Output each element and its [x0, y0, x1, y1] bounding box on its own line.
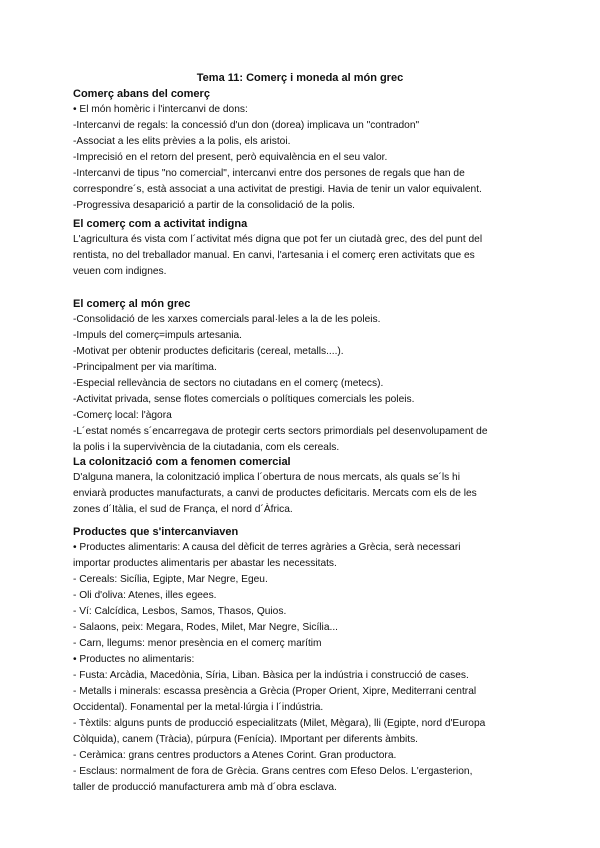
section-heading: La colonització com a fenomen comercial — [73, 456, 291, 468]
text-line: la polis i la supervivència de la ciutadania, com els cereals. — [73, 442, 340, 453]
text-line: - Ceràmica: grans centres productors a Atenes Corint. Gran productora. — [73, 750, 397, 761]
text-line: - Tèxtils: alguns punts de producció especialitzats (Milet, Mègara), lli (Egipte, nord d'Europa — [73, 718, 486, 729]
text-line: - Salaons, peix: Megara, Rodes, Milet, Mar Negre, Sicília... — [73, 622, 338, 633]
section-heading: Productes que s'intercanviaven — [73, 526, 239, 538]
section-colonization — [73, 454, 533, 518]
text-line: zones d´Itàlia, el sud de França, el nord d´Àfrica. — [73, 504, 293, 515]
text-line: -Progressiva desaparició a partir de la consolidació de la polis. — [73, 200, 356, 211]
text-line: - Carn, llegums: menor presència en el comerç marítim — [73, 638, 322, 649]
text-line: -Associat a les elits prèvies a la polis, els aristoi. — [73, 136, 291, 147]
text-line: -Impuls del comerç=impuls artesania. — [73, 330, 243, 341]
section-heading: El comerç al món grec — [73, 298, 191, 310]
text-line: • Productes no alimentaris: — [73, 654, 195, 665]
text-line: • El món homèric i l'intercanvi de dons: — [73, 104, 248, 115]
text-line: veuen com indignes. — [73, 266, 167, 277]
text-line: -Motivat per obtenir productes deficitaris (cereal, metalls....). — [73, 346, 344, 357]
text-line: importar productes alimentaris per abastar les necessitats. — [73, 558, 337, 569]
text-line: - Esclaus: normalment de fora de Grècia. Grans centres com Efeso Delos. L'ergasterion, — [73, 766, 473, 777]
text-line: -Intercanvi de tipus "no comercial", intercanvi entre dos persones de regals que han de — [73, 168, 465, 179]
text-line: taller de producció manufacturera amb mà d´obra esclava. — [73, 782, 337, 793]
text-line: -Imprecisió en el retorn del present, però equivalència en el seu valor. — [73, 152, 388, 163]
text-line: -Consolidació de les xarxes comercials paral·leles a la de les poleis. — [73, 314, 381, 325]
text-line: correspondre´s, està associat a una activitat de prestigi. Havia de tenir un valor equivalent. — [73, 184, 482, 195]
text-line: Occidental). Fonamental per la metal·lúrgia i l´indústria. — [73, 702, 324, 713]
text-line: rentista, no del treballador manual. En canvi, l'artesania i el comerç eren activitats que es — [73, 250, 475, 261]
text-line: D'alguna manera, la colonització implica l´obertura de nous mercats, als quals se´ls hi — [73, 472, 460, 483]
text-line: • Productes alimentaris: A causa del dèficit de terres agràries a Grècia, serà necessari — [73, 542, 461, 553]
text-line: -Especial rellevància de sectors no ciutadans en el comerç (metecs). — [73, 378, 384, 389]
text-line: -Principalment per via marítima. — [73, 362, 217, 373]
section-commerce-greek-world — [73, 296, 533, 456]
text-line: Còlquida), canem (Tràcia), púrpura (Fenícia). IMportant per diferents àmbits. — [73, 734, 419, 745]
text-line: - Metalls i minerals: escassa presència a Grècia (Proper Orient, Xipre, Mediterrani central — [73, 686, 477, 697]
text-line: -Intercanvi de regals: la concessió d'un don (dorea) implicava un "contradon" — [73, 120, 420, 131]
text-line: enviarà productes manufacturats, a canvi de productes deficitaris. Mercats com els de les — [73, 488, 477, 499]
document-title: Tema 11: Comerç i moneda al món grec — [196, 72, 404, 84]
text-line: - Fusta: Arcàdia, Macedònia, Síria, Liban. Bàsica per la indústria i construcció de cases. — [73, 670, 469, 681]
section-commerce-unworthy-activity — [73, 216, 533, 280]
text-line: -L´estat només s´encarregava de protegir certs sectors primordials pel desenvolupament de — [73, 426, 488, 437]
section-heading: Comerç abans del comerç — [73, 88, 210, 100]
text-line: -Comerç local: l'àgora — [73, 410, 172, 421]
text-line: - Cereals: Sicília, Egipte, Mar Negre, Egeu. — [73, 574, 268, 585]
section-commerce-before-commerce — [73, 86, 533, 214]
text-line: L'agricultura és vista com l´activitat més digna que pot fer un ciutadà grec, des del punt del — [73, 234, 483, 245]
text-line: -Activitat privada, sense flotes comercials o polítiques comercials les poleis. — [73, 394, 415, 405]
section-traded-products — [73, 524, 533, 796]
text-line: - Ví: Calcídica, Lesbos, Samos, Thasos, Quios. — [73, 606, 287, 617]
section-heading: El comerç com a activitat indigna — [73, 218, 248, 230]
text-line: - Oli d'oliva: Atenes, illes egees. — [73, 590, 217, 601]
